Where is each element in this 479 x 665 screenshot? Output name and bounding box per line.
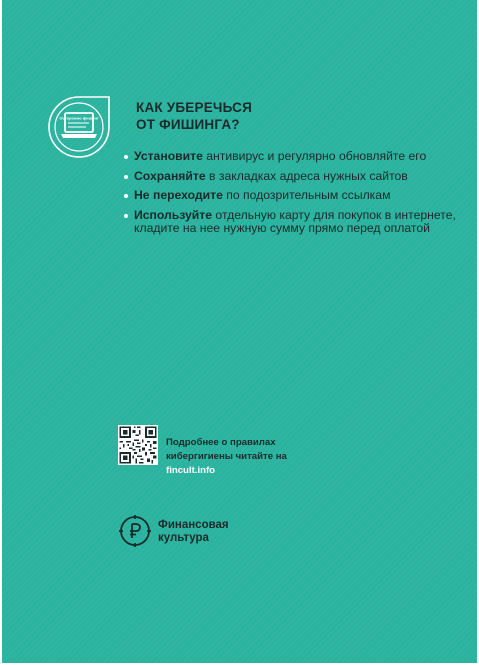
bullet-icon <box>124 194 128 198</box>
title-line-1: КАК УБЕРЕЧЬСЯ <box>136 100 252 115</box>
tip-bold: Используйте <box>134 207 213 222</box>
more-info-prefix: кибергигиены читайте на <box>166 451 287 462</box>
tip-text: отдельную карту для покупок в интернете, кладите на нее нужную сумму прямо перед оплатой <box>134 207 456 236</box>
tip-text: по подозрительным ссылкам <box>222 188 391 203</box>
brand-name <box>158 519 229 545</box>
tip-text: в закладках адреса нужных сайтов <box>205 168 408 183</box>
list-item <box>124 170 469 184</box>
list-item <box>124 189 469 203</box>
bullet-icon <box>124 214 128 218</box>
brand-name-line-1: Финансовая <box>158 519 229 531</box>
tips-list <box>124 150 469 242</box>
list-item <box>124 209 469 236</box>
tip-bold: Не переходите <box>134 188 223 203</box>
bullet-icon <box>124 155 128 159</box>
tip-bold: Установите <box>134 149 203 163</box>
tip-bold: Сохраняйте <box>134 168 206 183</box>
bullet-icon <box>124 175 128 179</box>
more-info-text <box>166 436 426 478</box>
more-info-line-1: Подробнее о правилах <box>166 437 276 448</box>
laptop-fishing-icon <box>46 94 112 160</box>
page-title <box>136 99 436 133</box>
fincult-link[interactable]: fincult.info <box>166 465 216 476</box>
brand-block <box>118 513 278 553</box>
leaflet-page <box>2 0 477 663</box>
laptop-text: Осторожно фишинг <box>59 115 99 121</box>
ruble-logo-icon <box>118 514 152 548</box>
brand-name-line-2: культура <box>158 532 209 544</box>
more-info-line-2 <box>166 450 426 478</box>
list-item <box>124 150 469 164</box>
title-line-2: ОТ ФИШИНГА? <box>136 117 240 132</box>
tip-text: антивирус и регулярно обновляйте его <box>202 149 427 163</box>
qr-code-icon[interactable] <box>118 425 158 465</box>
